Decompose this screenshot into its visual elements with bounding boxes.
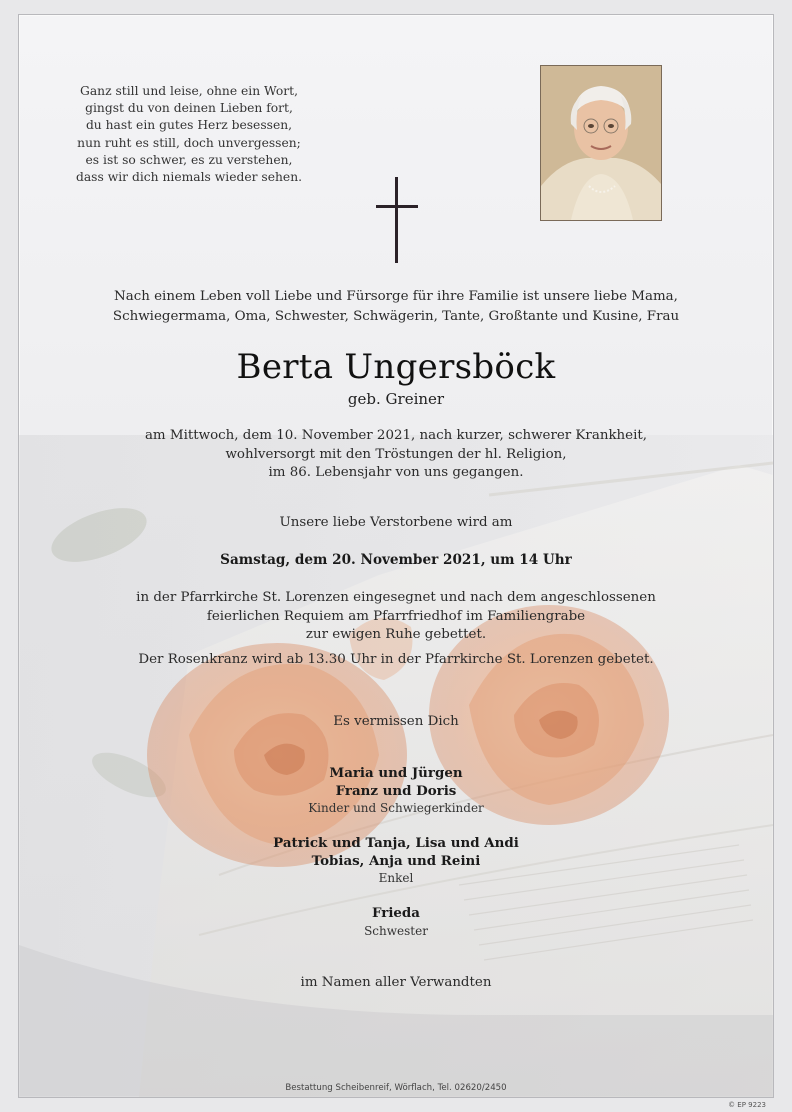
poem-line: dass wir dich niemals wieder sehen. — [75, 170, 303, 185]
undertaker-footer: Bestattung Scheibenreif, Wörflach, Tel. 02620/2450 — [285, 1083, 507, 1093]
poem-line: Ganz still und leise, ohne ein Wort, — [80, 84, 298, 98]
intro-text — [19, 287, 773, 326]
mourner-group-sister — [19, 905, 773, 940]
poem-line: es ist so schwer, es zu verstehen, — [85, 152, 293, 167]
funeral-line: feierlichen Requiem am Pfarrfriedhof im Familiengrabe — [206, 608, 586, 624]
intro-line: Schwiegermama, Oma, Schwester, Schwägerin, Tante, Großtante und Kusine, Frau — [112, 308, 680, 324]
cross-icon — [376, 177, 418, 263]
poem-line: nun ruht es still, doch unvergessen; — [77, 135, 301, 150]
mourners-heading: Es vermissen Dich — [333, 714, 459, 729]
details-line: im 86. Lebensjahr von uns gegangen. — [268, 465, 524, 481]
details-line: wohlversorgt mit den Tröstungen der hl. Religion, — [225, 446, 567, 462]
mourner-role: Schwester — [364, 923, 428, 938]
funeral-date: Samstag, dem 20. November 2021, um 14 Uhr — [220, 552, 572, 568]
maiden-name: geb. Greiner — [347, 390, 445, 408]
deceased-name: Berta Ungersböck — [236, 347, 556, 387]
mourner-names: Frieda — [372, 905, 420, 921]
mourner-names: Maria und Jürgen — [329, 765, 463, 781]
poem-line: du hast ein gutes Herz besessen, — [85, 118, 293, 133]
mourner-role: Enkel — [378, 871, 414, 885]
mourner-names: Tobias, Anja und Reini — [311, 852, 481, 869]
mourner-group-grandchildren — [19, 835, 773, 888]
funeral-intro: Unsere liebe Verstorbene wird am — [279, 515, 513, 530]
rosary-note: Der Rosenkranz wird ab 13.30 Uhr in der Pfarrkirche St. Lorenzen gebetet. — [138, 652, 654, 667]
death-details — [19, 427, 773, 483]
portrait-photo — [540, 65, 662, 221]
print-code: © EP 9223 — [728, 1101, 766, 1109]
obituary-card — [18, 14, 774, 1098]
mourner-names: Patrick und Tanja, Lisa und Andi — [273, 835, 519, 851]
mourner-role: Kinder und Schwiegerkinder — [308, 801, 484, 815]
intro-line: Nach einem Leben voll Liebe und Fürsorge für ihre Familie ist unsere liebe Mama, — [114, 289, 678, 304]
funeral-line: in der Pfarrkirche St. Lorenzen eingesegnet und nach dem angeschlossenen — [136, 590, 656, 605]
details-line: am Mittwoch, dem 10. November 2021, nach kurzer, schwerer Krankheit, — [144, 428, 648, 443]
poem-line: gingst du von deinen Lieben fort, — [85, 101, 293, 116]
mourner-names: Franz und Doris — [335, 782, 457, 799]
closing-line: im Namen aller Verwandten — [300, 975, 492, 990]
funeral-location — [19, 589, 773, 645]
mourner-group-children — [19, 765, 773, 818]
funeral-line: zur ewigen Ruhe gebettet. — [305, 627, 487, 643]
poem — [69, 83, 309, 186]
